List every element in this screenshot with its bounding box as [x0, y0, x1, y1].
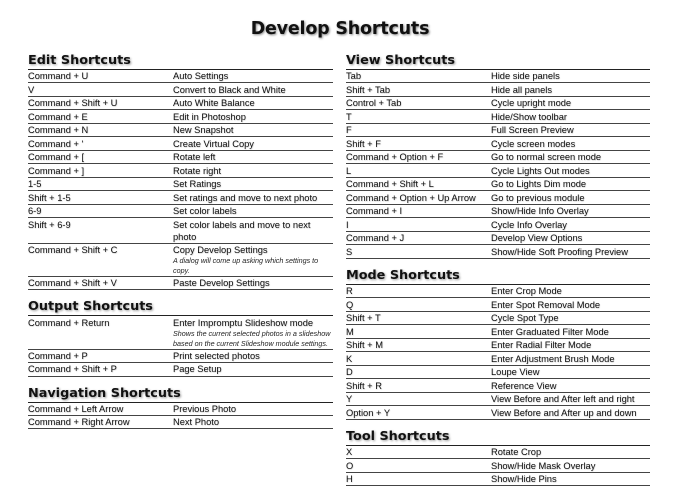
shortcut-action-cell [491, 246, 650, 258]
left-column [28, 51, 333, 429]
shortcut-key: L [346, 165, 352, 176]
shortcut-row [346, 446, 650, 459]
shortcut-key: Shift + Tab [346, 84, 391, 95]
shortcut-action: Hide/Show toolbar [491, 111, 567, 122]
shortcut-key: Command + Shift + U [28, 98, 118, 109]
shortcut-action-cell [491, 312, 650, 324]
shortcut-action-cell [173, 192, 333, 204]
shortcut-action: Hide side panels [491, 71, 560, 82]
shortcut-action: Enter Graduated Filter Mode [491, 326, 609, 337]
shortcut-action-cell [173, 70, 333, 82]
shortcut-row [346, 124, 650, 137]
mode-shortcuts-section [346, 267, 650, 420]
shortcut-action: Loupe View [491, 367, 540, 378]
shortcut-key: Command + Return [28, 317, 110, 328]
shortcut-action: Set ratings and move to next photo [173, 192, 318, 203]
shortcut-row [28, 205, 333, 218]
shortcut-action: Next Photo [173, 417, 219, 428]
shortcut-action-cell [173, 403, 333, 415]
shortcut-key: Shift + F [346, 138, 381, 149]
shortcut-action-cell [173, 165, 333, 177]
shortcut-row [346, 459, 650, 472]
shortcut-action: Edit in Photoshop [173, 111, 246, 122]
shortcut-action-cell [491, 192, 650, 204]
shortcut-row [346, 137, 650, 150]
shortcut-action-cell [173, 277, 333, 289]
shortcut-action: Copy Develop Settings [173, 245, 268, 256]
shortcut-action-cell [173, 151, 333, 163]
section-gap [28, 377, 333, 384]
shortcut-action-cell [491, 393, 650, 405]
shortcut-key: Shift + T [346, 313, 381, 324]
shortcut-action: Show/Hide Mask Overlay [491, 460, 596, 471]
shortcut-row [346, 366, 650, 379]
shortcut-row [28, 110, 333, 123]
shortcut-action-cell [491, 460, 650, 472]
shortcut-key: Shift + M [346, 340, 383, 351]
shortcut-note: Shows the current selected photos in a slideshow based on the current Slideshow module settings. [173, 328, 331, 348]
shortcut-action: Rotate left [173, 152, 216, 163]
shortcut-action-cell [173, 244, 333, 276]
shortcut-row [346, 205, 650, 218]
shortcut-action-cell [173, 111, 333, 123]
shortcut-key: Shift + R [346, 380, 382, 391]
shortcut-action-cell [491, 97, 650, 109]
shortcut-key: Command + Shift + P [28, 364, 117, 375]
right-column [346, 51, 650, 486]
section-heading: Edit Shortcuts [28, 52, 333, 70]
shortcut-row [346, 393, 650, 406]
shortcut-action: Cycle upright mode [491, 98, 572, 109]
shortcut-row [28, 137, 333, 150]
shortcut-action-cell [173, 350, 333, 362]
shortcut-action: Rotate right [173, 165, 222, 176]
shortcut-key: Shift + 6-9 [28, 219, 71, 230]
shortcut-action-cell [491, 111, 650, 123]
shortcut-action: Set color labels [173, 206, 237, 217]
shortcut-action: Auto White Balance [173, 98, 255, 109]
shortcut-row [28, 164, 333, 177]
shortcut-action-cell [173, 97, 333, 109]
section-heading: Mode Shortcuts [346, 267, 650, 285]
shortcut-row [346, 339, 650, 352]
shortcut-key: Command + Left Arrow [28, 403, 124, 414]
shortcut-row [346, 191, 650, 204]
shortcut-key: Command + Option + F [346, 152, 444, 163]
shortcut-row [346, 151, 650, 164]
shortcut-key: K [346, 353, 353, 364]
shortcut-action: Paste Develop Settings [173, 278, 270, 289]
shortcut-key: Command + I [346, 206, 403, 217]
shortcut-row [28, 83, 333, 96]
shortcut-key: Shift + 1-5 [28, 192, 71, 203]
shortcut-key: O [346, 460, 354, 471]
shortcut-row [346, 298, 650, 311]
shortcut-key: T [346, 111, 352, 122]
shortcut-row [346, 352, 650, 365]
section-heading: Output Shortcuts [28, 298, 333, 316]
section-heading: Navigation Shortcuts [28, 385, 333, 403]
shortcut-key: R [346, 286, 353, 297]
shortcut-action-cell [491, 124, 650, 136]
shortcut-note: A dialog will come up asking which settings to copy. [173, 256, 319, 276]
shortcut-action-cell [491, 473, 650, 485]
shortcut-action-cell [491, 380, 650, 392]
shortcut-row [28, 363, 333, 376]
shortcut-row [28, 277, 333, 290]
shortcut-action: Full Screen Preview [491, 125, 574, 136]
shortcut-key: 1-5 [28, 179, 42, 190]
shortcut-action-cell [173, 138, 333, 150]
shortcut-key: Command + J [346, 233, 405, 244]
shortcut-action-cell [491, 178, 650, 190]
shortcut-action: View Before and After up and down [491, 407, 637, 418]
shortcut-key: Command + Shift + V [28, 278, 117, 289]
shortcut-action: Enter Spot Removal Mode [491, 299, 601, 310]
shortcut-row [346, 110, 650, 123]
shortcut-row [346, 232, 650, 245]
shortcut-row [28, 124, 333, 137]
section-gap [346, 259, 650, 266]
shortcut-action-cell [491, 366, 650, 378]
shortcut-row [346, 97, 650, 110]
shortcut-action-cell [491, 353, 650, 365]
shortcut-row [28, 151, 333, 164]
shortcut-key: Command + [ [28, 152, 85, 163]
shortcut-action: Set color labels and move to next photo [173, 219, 311, 242]
shortcut-action: Hide all panels [491, 84, 552, 95]
shortcut-action-cell [173, 363, 333, 375]
shortcut-action: Cycle Lights Out modes [491, 165, 590, 176]
shortcut-action-cell [173, 317, 333, 349]
shortcut-row [346, 178, 650, 191]
shortcut-row [28, 97, 333, 110]
shortcut-action-cell [491, 407, 650, 419]
shortcut-key: D [346, 367, 353, 378]
shortcut-row [346, 83, 650, 96]
shortcut-row [346, 473, 650, 486]
shortcut-key: H [346, 473, 353, 484]
shortcut-action-cell [173, 416, 333, 428]
shortcut-action-cell [491, 446, 650, 458]
shortcut-key: Command + ' [28, 138, 84, 149]
section-gap [28, 290, 333, 297]
shortcut-action-cell [491, 326, 650, 338]
shortcut-action: Create Virtual Copy [173, 138, 254, 149]
shortcut-action: Cycle Info Overlay [491, 219, 567, 230]
shortcut-action-cell [173, 205, 333, 217]
shortcut-key: Control + Tab [346, 98, 402, 109]
shortcut-action: Previous Photo [173, 403, 237, 414]
shortcut-row [28, 70, 333, 83]
shortcut-row [346, 379, 650, 392]
shortcut-key: 6-9 [28, 206, 42, 217]
shortcut-key: Command + E [28, 111, 88, 122]
shortcut-action: Rotate Crop [491, 447, 542, 458]
shortcut-row [28, 218, 333, 244]
shortcut-row [28, 316, 333, 349]
shortcut-row [28, 191, 333, 204]
shortcut-action-cell [491, 285, 650, 297]
shortcut-action: Convert to Black and White [173, 84, 286, 95]
shortcut-action: Cycle Spot Type [491, 313, 559, 324]
shortcut-action: Develop View Options [491, 233, 583, 244]
navigation-shortcuts-section [28, 385, 333, 430]
shortcut-action: Cycle screen modes [491, 138, 576, 149]
page-title: Develop Shortcuts [250, 19, 430, 39]
shortcut-action: Go to previous module [491, 192, 585, 203]
shortcut-action: Enter Crop Mode [491, 286, 562, 297]
shortcut-action: Go to Lights Dim mode [491, 179, 587, 190]
shortcut-action-cell [491, 219, 650, 231]
output-shortcuts-section [28, 298, 333, 376]
shortcut-action-cell [491, 299, 650, 311]
shortcut-action-cell [491, 138, 650, 150]
shortcut-key: Command + Option + Up Arrow [346, 192, 476, 203]
shortcut-key: Q [346, 299, 354, 310]
shortcut-action: Print selected photos [173, 350, 260, 361]
shortcut-row [346, 312, 650, 325]
shortcut-action: Show/Hide Soft Proofing Preview [491, 246, 628, 257]
shortcut-key: X [346, 447, 353, 458]
section-heading: Tool Shortcuts [346, 428, 650, 446]
shortcut-action: Enter Adjustment Brush Mode [491, 353, 615, 364]
shortcut-action: Show/Hide Info Overlay [491, 206, 589, 217]
shortcut-key: Command + ] [28, 165, 85, 176]
shortcut-row [28, 178, 333, 191]
shortcut-action-cell [491, 205, 650, 217]
shortcut-row [346, 164, 650, 177]
shortcut-row [346, 245, 650, 258]
view-shortcuts-section [346, 52, 650, 259]
shortcut-action: View Before and After left and right [491, 394, 635, 405]
shortcut-key: S [346, 246, 353, 257]
shortcut-action: Go to normal screen mode [491, 152, 602, 163]
shortcut-key: M [346, 326, 354, 337]
shortcut-row [28, 416, 333, 429]
shortcut-key: Y [346, 394, 353, 405]
shortcut-action: Enter Radial Filter Mode [491, 340, 592, 351]
shortcut-action: Reference View [491, 380, 557, 391]
shortcut-action-cell [491, 165, 650, 177]
edit-shortcuts-section [28, 52, 333, 290]
shortcut-action-cell [173, 84, 333, 96]
shortcut-row [346, 285, 650, 298]
shortcut-action: Set Ratings [173, 179, 222, 190]
section-gap [346, 420, 650, 427]
shortcut-row [346, 325, 650, 338]
shortcut-action-cell [491, 70, 650, 82]
section-heading: View Shortcuts [346, 52, 650, 70]
shortcut-key: V [28, 84, 35, 95]
shortcut-row [28, 350, 333, 363]
shortcut-key: I [346, 219, 349, 230]
shortcut-action-cell [491, 84, 650, 96]
shortcut-row [346, 406, 650, 419]
shortcut-row [346, 70, 650, 83]
shortcut-row [28, 403, 333, 416]
shortcut-action-cell [491, 232, 650, 244]
shortcut-key: Tab [346, 71, 361, 82]
shortcut-row [346, 218, 650, 231]
shortcut-action: Page Setup [173, 364, 222, 375]
shortcut-action: Show/Hide Pins [491, 473, 557, 484]
tool-shortcuts-section [346, 428, 650, 486]
shortcut-action-cell [491, 151, 650, 163]
shortcut-key: Command + P [28, 350, 88, 361]
shortcut-action-cell [173, 178, 333, 190]
shortcut-key: Command + N [28, 125, 89, 136]
shortcut-row [28, 244, 333, 277]
shortcut-key: Command + Shift + C [28, 245, 118, 256]
shortcut-action: Enter Impromptu Slideshow mode [173, 317, 314, 328]
shortcut-key: Option + Y [346, 407, 391, 418]
shortcut-key: Command + U [28, 71, 89, 82]
shortcut-action-cell [173, 219, 333, 243]
shortcut-key: F [346, 125, 352, 136]
shortcut-action: Auto Settings [173, 71, 229, 82]
shortcut-key: Command + Shift + L [346, 179, 434, 190]
shortcut-action-cell [173, 124, 333, 136]
shortcut-action: New Snapshot [173, 125, 234, 136]
shortcut-action-cell [491, 339, 650, 351]
shortcut-key: Command + Right Arrow [28, 417, 130, 428]
